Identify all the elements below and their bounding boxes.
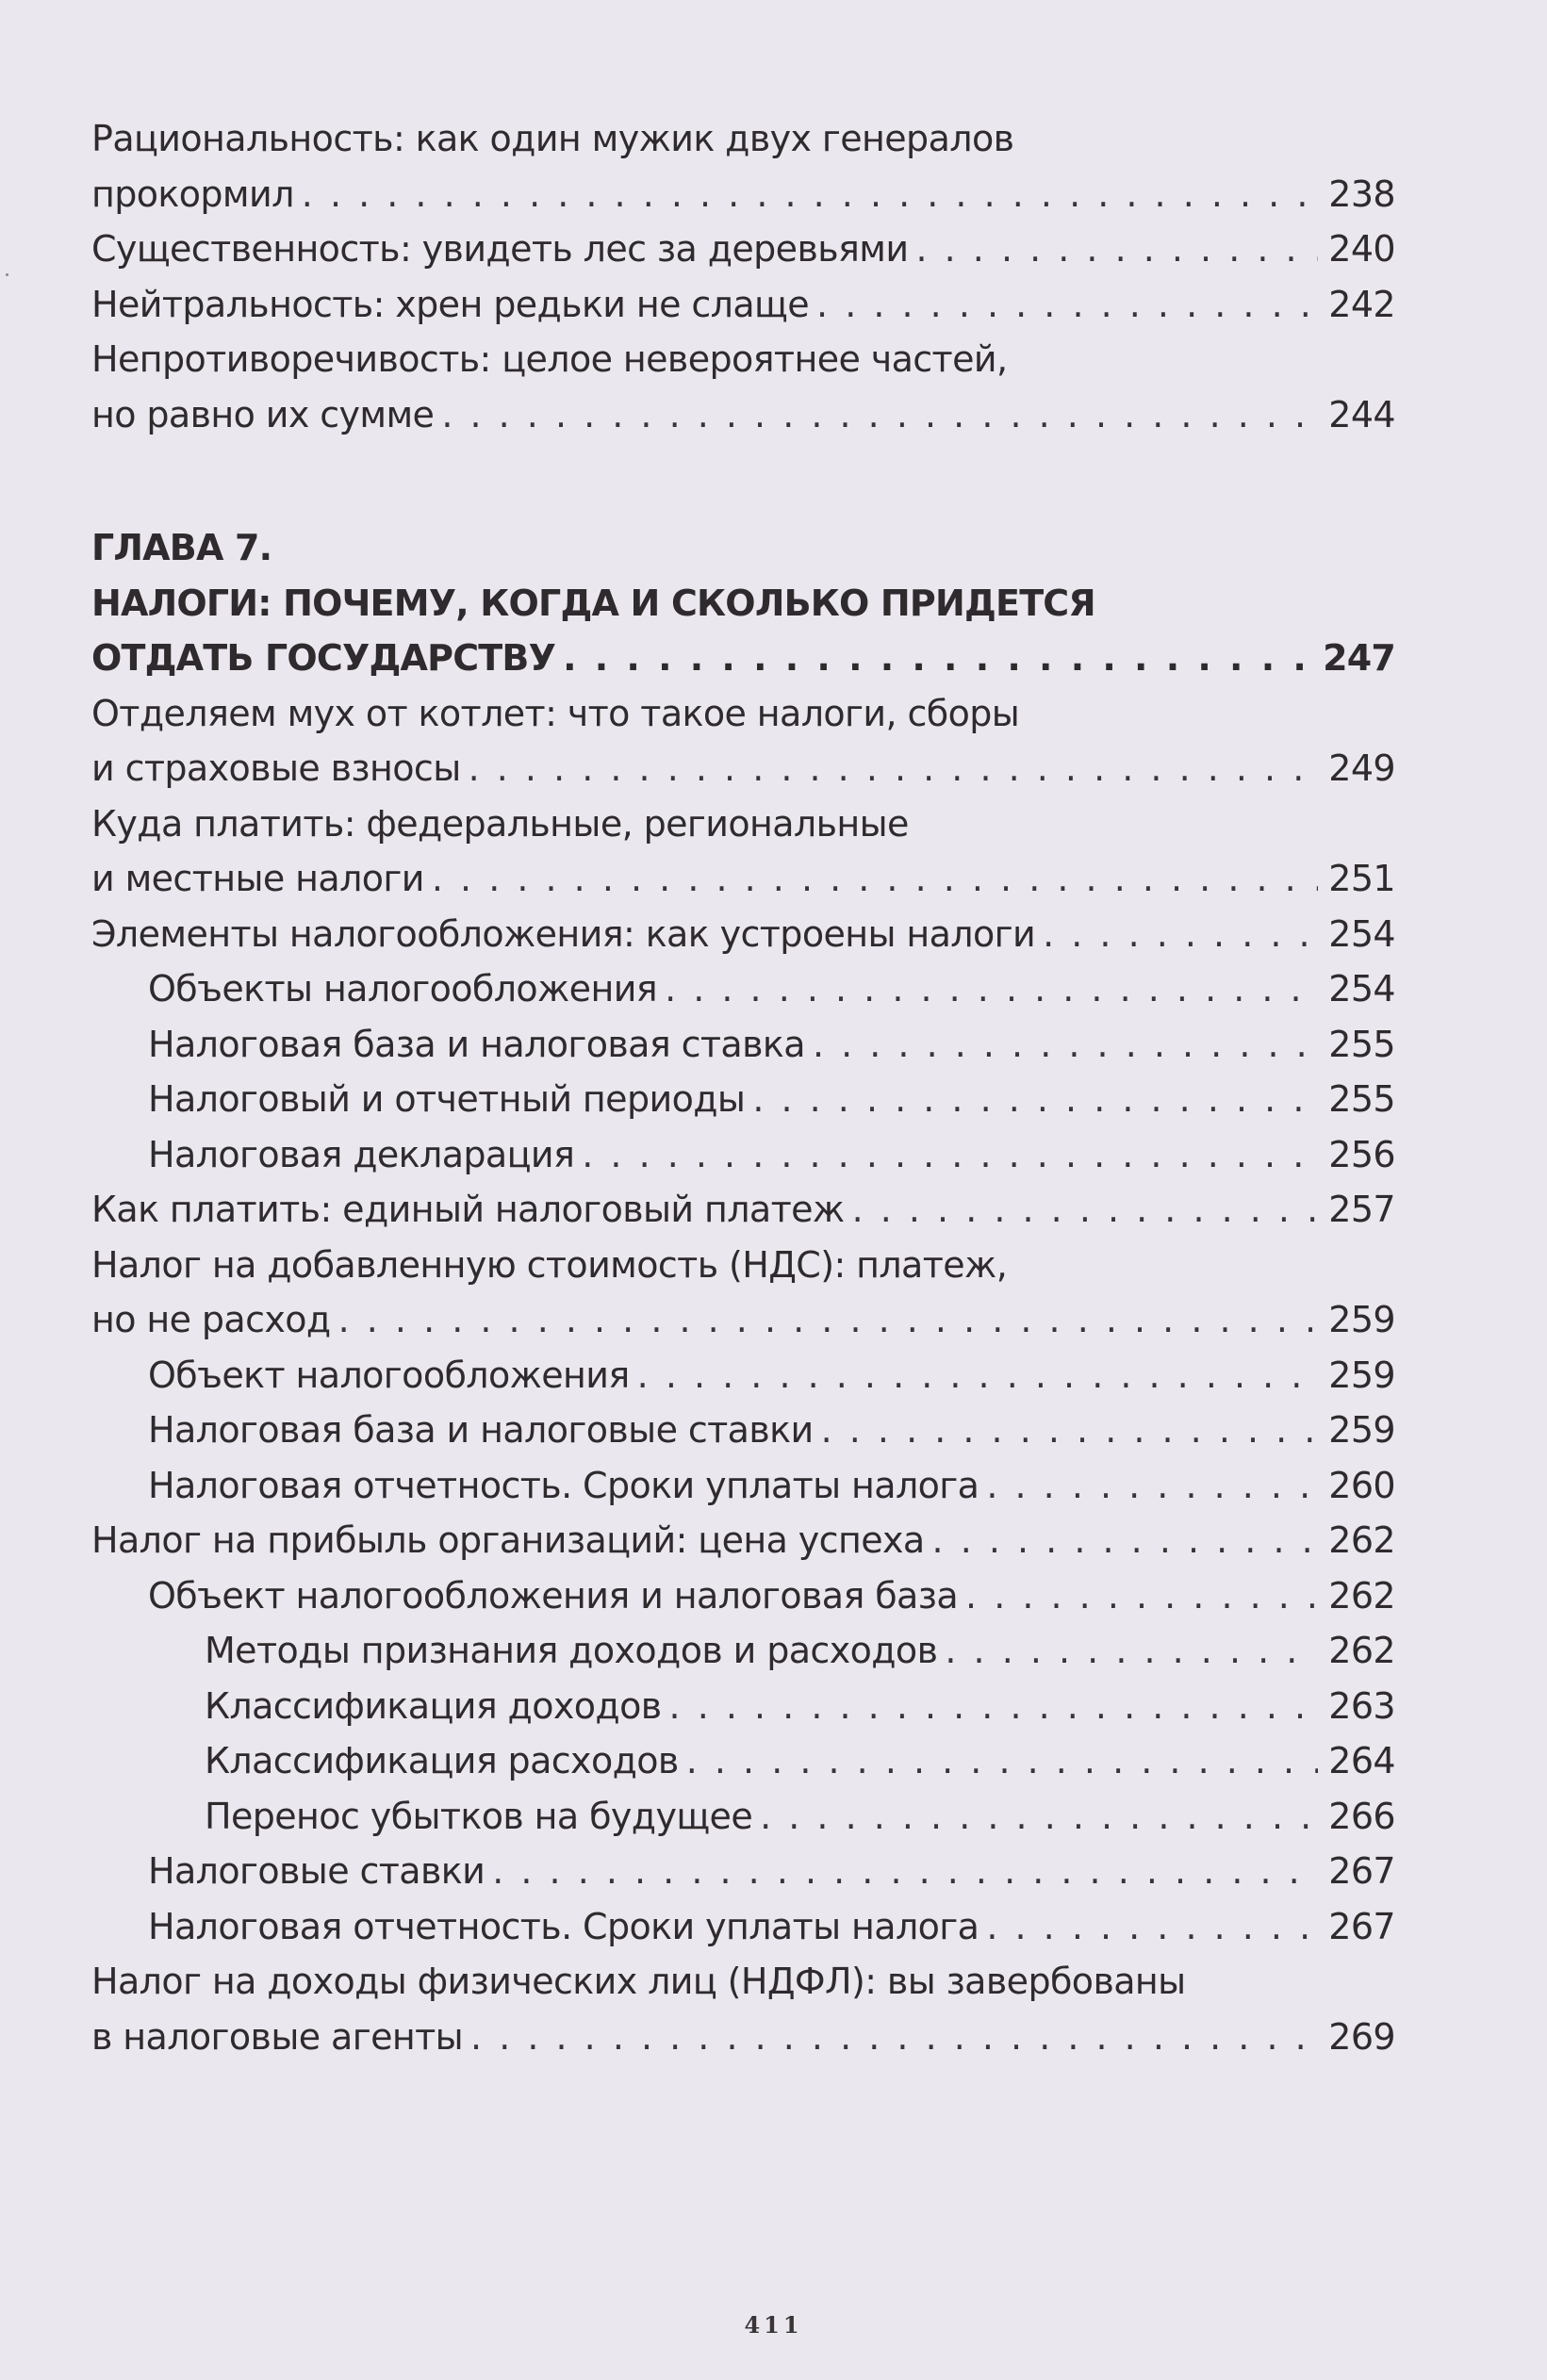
toc-entry-line xyxy=(91,796,1395,852)
toc-entry-title: но равно их сумме xyxy=(91,393,435,435)
toc-entry-line xyxy=(91,277,1395,333)
dot-leader xyxy=(945,1623,1318,1679)
dot-leader xyxy=(338,1292,1318,1348)
chapter-label-line xyxy=(91,520,1395,576)
toc-page-number: 254 xyxy=(1328,968,1395,1009)
dot-leader xyxy=(469,741,1318,796)
chapter-label: ГЛАВА 7. xyxy=(91,527,272,568)
toc-entry-line xyxy=(91,111,1395,167)
dot-leader xyxy=(686,1733,1318,1789)
chapter-page-number: 247 xyxy=(1323,637,1395,679)
dot-leader xyxy=(492,1844,1318,1899)
dot-leader xyxy=(813,1017,1318,1073)
toc-entry[interactable] xyxy=(91,1899,1395,1955)
toc-entry-title: Перенос убытков на будущее xyxy=(205,1795,753,1837)
toc-entry[interactable] xyxy=(91,222,1395,277)
toc-entry[interactable] xyxy=(91,1623,1395,1679)
toc-entry[interactable] xyxy=(91,332,1395,442)
toc-entry-line xyxy=(91,741,1395,796)
toc-entry-line xyxy=(205,1789,1395,1845)
dot-leader xyxy=(669,1679,1318,1734)
toc-entry-title: и страховые взносы xyxy=(91,747,461,789)
dot-leader xyxy=(1043,907,1318,962)
toc-entry-line xyxy=(148,1017,1395,1073)
toc-entry-line xyxy=(148,1458,1395,1514)
toc-entry[interactable] xyxy=(91,1679,1395,1734)
toc-entry[interactable] xyxy=(91,1458,1395,1514)
toc-entry[interactable] xyxy=(91,686,1395,796)
table-of-contents-page xyxy=(91,111,1395,2064)
toc-entry-title: Налоговый и отчетный периоды xyxy=(148,1078,746,1120)
dot-leader xyxy=(563,631,1315,686)
toc-entry-line xyxy=(205,1733,1395,1789)
toc-entry-title: Налоговая декларация xyxy=(148,1133,575,1175)
toc-entry-title: Налоговая база и налоговые ставки xyxy=(148,1409,814,1451)
toc-page-number: 259 xyxy=(1328,1354,1395,1396)
toc-page-number: 259 xyxy=(1328,1409,1395,1451)
toc-page-number: 242 xyxy=(1328,283,1395,325)
toc-entry-title: Налог на добавленную стоимость (НДС): платеж, xyxy=(91,1243,1008,1286)
toc-entry-line xyxy=(205,1679,1395,1734)
toc-page-number: 262 xyxy=(1328,1574,1395,1617)
dot-leader xyxy=(816,277,1318,333)
toc-entry[interactable] xyxy=(91,1017,1395,1073)
dot-leader xyxy=(432,851,1318,907)
toc-entry-title: и местные налоги xyxy=(91,858,424,899)
toc-entry-line xyxy=(91,1292,1395,1348)
dot-leader xyxy=(752,1072,1318,1127)
chapter-title-line-2 xyxy=(91,631,1395,686)
toc-entry[interactable] xyxy=(91,1238,1395,1348)
toc-entry-title: прокормил xyxy=(91,172,294,215)
toc-entry-line xyxy=(91,2010,1395,2065)
chapter-title-part-1: НАЛОГИ: ПОЧЕМУ, КОГДА И СКОЛЬКО ПРИДЕТСЯ xyxy=(91,582,1095,624)
toc-entry-title: Куда платить: федеральные, региональные xyxy=(91,802,909,845)
toc-entry-line xyxy=(148,1899,1395,1955)
toc-entry-title: Объект налогообложения xyxy=(148,1354,630,1396)
dot-leader xyxy=(470,2010,1318,2065)
toc-entry[interactable] xyxy=(91,1513,1395,1568)
toc-entry-title: Рациональность: как один мужик двух генералов xyxy=(91,118,1014,159)
toc-page-number: 259 xyxy=(1328,1299,1395,1340)
chapter-title-part-2: ОТДАТЬ ГОСУДАРСТВУ xyxy=(91,637,556,679)
toc-entry-line xyxy=(91,387,1395,443)
toc-entry-title: в налоговые агенты xyxy=(91,2015,464,2058)
toc-entry[interactable] xyxy=(91,277,1395,333)
toc-entry-title: Существенность: увидеть лес за деревьями xyxy=(91,228,909,270)
toc-entry-title: Налог на прибыль организаций: цена успеха xyxy=(91,1519,925,1561)
toc-entry-line xyxy=(148,1403,1395,1458)
toc-page-number: 257 xyxy=(1328,1189,1395,1230)
toc-entry-line xyxy=(91,1954,1395,2010)
toc-page-number: 267 xyxy=(1328,1850,1395,1892)
dot-leader xyxy=(637,1348,1318,1403)
toc-page-number: 264 xyxy=(1328,1740,1395,1781)
toc-entry-line xyxy=(91,332,1395,387)
toc-entry[interactable] xyxy=(91,1954,1395,2064)
toc-entry-title: Объект налогообложения и налоговая база xyxy=(148,1574,959,1617)
toc-entry-line xyxy=(91,686,1395,742)
toc-entry[interactable] xyxy=(91,1348,1395,1403)
toc-page-number: 260 xyxy=(1328,1464,1395,1506)
toc-entry-line xyxy=(148,1568,1395,1624)
toc-entry-title: Налоговая отчетность. Сроки уплаты налога xyxy=(148,1464,979,1506)
dot-leader xyxy=(852,1182,1318,1238)
page-folio-number: 411 xyxy=(744,2311,803,2339)
toc-entry[interactable] xyxy=(91,1789,1395,1845)
toc-entry-line xyxy=(148,961,1395,1017)
toc-entry-line xyxy=(91,1513,1395,1568)
toc-entry-title: Налоговая отчетность. Сроки уплаты налога xyxy=(148,1905,979,1947)
toc-entry-line xyxy=(91,167,1395,222)
toc-section-chapter-6-tail xyxy=(91,111,1395,442)
toc-entry[interactable] xyxy=(91,1733,1395,1789)
toc-page-number: 266 xyxy=(1328,1795,1395,1837)
toc-section-chapter-7 xyxy=(91,686,1395,2065)
toc-page-number: 244 xyxy=(1328,393,1395,435)
toc-entry-title: Налог на доходы физических лиц (НДФЛ): вы завербованы xyxy=(91,1961,1186,2002)
toc-page-number: 263 xyxy=(1328,1684,1395,1727)
dot-leader xyxy=(965,1568,1318,1624)
toc-page-number: 269 xyxy=(1328,2015,1395,2058)
toc-entry-line xyxy=(91,222,1395,277)
toc-page-number: 251 xyxy=(1328,858,1395,899)
toc-entry-title: Налоговая база и налоговая ставка xyxy=(148,1023,805,1065)
toc-page-number: 267 xyxy=(1328,1905,1395,1947)
dot-leader xyxy=(821,1403,1318,1458)
paper-speck xyxy=(6,273,8,276)
dot-leader xyxy=(760,1789,1318,1845)
toc-entry[interactable] xyxy=(91,907,1395,962)
toc-entry-title: Классификация доходов xyxy=(205,1684,662,1727)
toc-entry-line xyxy=(148,1072,1395,1127)
toc-page-number: 238 xyxy=(1328,172,1395,215)
chapter-title-line-1 xyxy=(91,576,1395,632)
toc-entry-title: Объекты налогообложения xyxy=(148,968,658,1009)
toc-entry-title: Нейтральность: хрен редьки не слаще xyxy=(91,283,810,325)
toc-entry-title: но не расход xyxy=(91,1299,331,1340)
toc-entry[interactable] xyxy=(91,1844,1395,1899)
toc-page-number: 249 xyxy=(1328,747,1395,789)
toc-page-number: 262 xyxy=(1328,1519,1395,1561)
toc-page-number: 256 xyxy=(1328,1133,1395,1175)
toc-entry-title: Как платить: единый налоговый платеж xyxy=(91,1189,845,1230)
toc-entry-line xyxy=(91,1182,1395,1238)
toc-entry-title: Методы признания доходов и расходов xyxy=(205,1630,938,1671)
toc-entry-line xyxy=(205,1623,1395,1679)
toc-page-number: 254 xyxy=(1328,912,1395,955)
toc-entry-line xyxy=(91,907,1395,962)
toc-entry[interactable] xyxy=(91,961,1395,1017)
toc-entry[interactable] xyxy=(91,1568,1395,1624)
toc-entry[interactable] xyxy=(91,1403,1395,1458)
toc-entry-title: Классификация расходов xyxy=(205,1740,679,1781)
dot-leader xyxy=(665,961,1318,1017)
dot-leader xyxy=(582,1127,1318,1183)
toc-page-number: 255 xyxy=(1328,1023,1395,1065)
toc-entry[interactable] xyxy=(91,111,1395,222)
dot-leader xyxy=(986,1899,1318,1955)
toc-entry-line xyxy=(91,851,1395,907)
toc-page-number: 240 xyxy=(1328,228,1395,270)
toc-entry-line xyxy=(148,1127,1395,1183)
toc-entry[interactable] xyxy=(91,1182,1395,1238)
toc-entry-line xyxy=(148,1348,1395,1403)
dot-leader xyxy=(441,387,1318,443)
dot-leader xyxy=(932,1513,1318,1568)
toc-page-number: 262 xyxy=(1328,1630,1395,1671)
toc-page-number: 255 xyxy=(1328,1078,1395,1120)
toc-entry-line xyxy=(91,1238,1395,1293)
toc-entry-title: Непротиворечивость: целое невероятнее частей, xyxy=(91,338,1008,380)
dot-leader xyxy=(986,1458,1318,1514)
toc-entry[interactable] xyxy=(91,1072,1395,1127)
toc-entry-line xyxy=(148,1844,1395,1899)
dot-leader xyxy=(915,222,1318,277)
toc-entry[interactable] xyxy=(91,796,1395,907)
dot-leader xyxy=(302,167,1318,222)
toc-entry-title: Отделяем мух от котлет: что такое налоги, сборы xyxy=(91,692,1020,734)
toc-entry-title: Налоговые ставки xyxy=(148,1850,485,1892)
toc-entry[interactable] xyxy=(91,1127,1395,1183)
chapter-heading[interactable] xyxy=(91,520,1395,686)
toc-entry-title: Элементы налогообложения: как устроены налоги xyxy=(91,912,1036,955)
